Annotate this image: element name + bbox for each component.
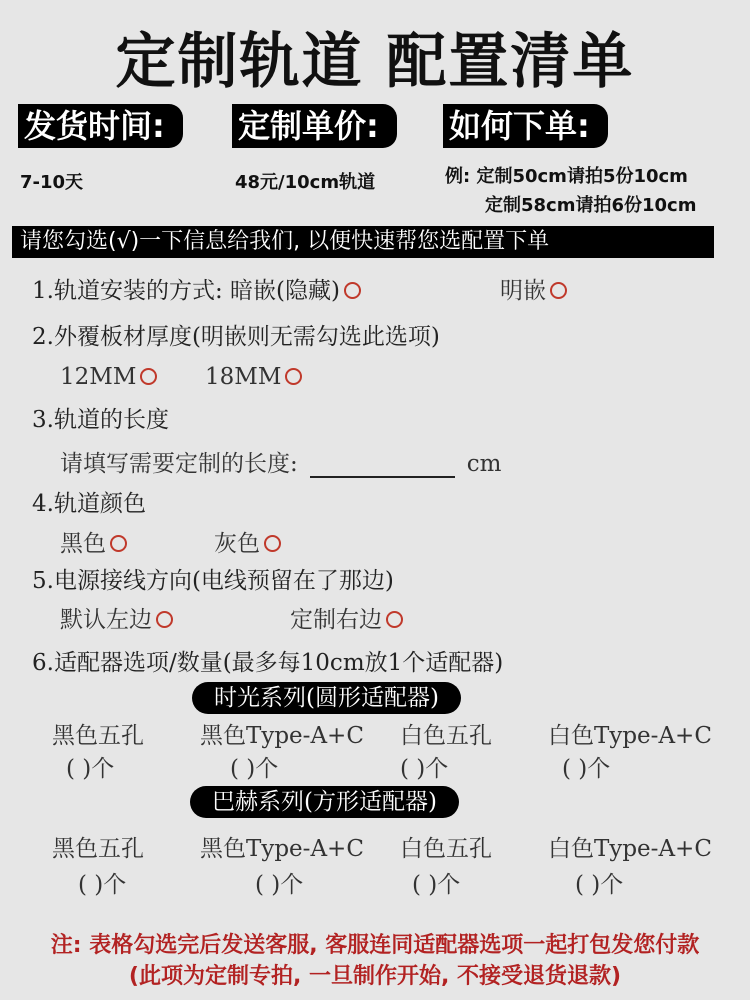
radio-circle-icon[interactable] [386, 611, 403, 628]
unit-price-label: 定制单价: [232, 104, 397, 148]
question-install-method [32, 272, 361, 305]
option-label: 暗嵌(隐藏) [230, 278, 340, 304]
question-track-color: 4.轨道颜色 [32, 491, 146, 517]
option-label: 明嵌 [500, 278, 546, 304]
quantity-field[interactable]: ( )个 [575, 872, 624, 898]
length-input[interactable] [310, 460, 455, 478]
order-example-1: 例: 定制50cm请拍5份10cm [445, 166, 688, 187]
option-label: 定制右边 [290, 607, 382, 633]
adapter-item: 白色Type-A+C [548, 836, 712, 862]
unit-price-value: 48元/10cm轨道 [235, 172, 376, 193]
radio-circle-icon[interactable] [110, 535, 127, 552]
series-round-adapter-title: 时光系列(圆形适配器) [192, 682, 461, 714]
option-label: 默认左边 [60, 607, 152, 633]
length-field-row [60, 445, 501, 478]
note-line-1: 注: 表格勾选完后发送客服, 客服连同适配器选项一起打包发您付款 [50, 933, 700, 958]
question-power-direction: 5.电源接线方向(电线预留在了那边) [32, 568, 394, 594]
page-title: 定制轨道 配置清单 [115, 27, 635, 97]
length-prompt: 请填写需要定制的长度: [60, 451, 298, 477]
adapter-item: 白色五孔 [400, 723, 492, 749]
quantity-field[interactable]: ( )个 [255, 872, 304, 898]
option-18mm[interactable] [205, 364, 302, 390]
adapter-item: 黑色五孔 [52, 836, 144, 862]
option-label: 12MM [60, 364, 137, 390]
radio-circle-icon[interactable] [140, 368, 157, 385]
quantity-field[interactable]: ( )个 [66, 756, 115, 782]
quantity-field[interactable]: ( )个 [78, 872, 127, 898]
adapter-item: 黑色五孔 [52, 723, 144, 749]
option-default-left[interactable] [60, 601, 173, 634]
note-line-2: (此项为定制专拍, 一旦制作开始, 不接受退货退款) [128, 964, 622, 989]
instruction-banner: 请您勾选(√)一下信息给我们, 以便快速帮您选配置下单 [12, 226, 714, 258]
option-custom-right[interactable] [290, 601, 403, 634]
quantity-field[interactable]: ( )个 [230, 756, 279, 782]
order-example-2: 定制58cm请拍6份10cm [485, 195, 697, 216]
radio-circle-icon[interactable] [285, 368, 302, 385]
option-exposed[interactable] [500, 272, 567, 305]
adapter-item: 黑色Type-A+C [200, 723, 364, 749]
quantity-field[interactable]: ( )个 [562, 756, 611, 782]
radio-circle-icon[interactable] [550, 282, 567, 299]
question-adapter-options: 6.适配器选项/数量(最多每10cm放1个适配器) [32, 650, 504, 676]
option-black[interactable] [60, 525, 127, 558]
option-label: 18MM [205, 364, 282, 390]
option-label: 灰色 [214, 531, 260, 557]
how-to-order-label: 如何下单: [443, 104, 608, 148]
adapter-item: 黑色Type-A+C [200, 836, 364, 862]
question-text: 1.轨道安装的方式: [32, 278, 223, 304]
ship-time-label: 发货时间: [18, 104, 183, 148]
series-square-adapter-title: 巴赫系列(方形适配器) [190, 786, 459, 818]
question-track-length: 3.轨道的长度 [32, 407, 169, 433]
question-board-thickness: 2.外覆板材厚度(明嵌则无需勾选此选项) [32, 324, 440, 350]
ship-time-value: 7-10天 [20, 172, 84, 193]
option-gray[interactable] [214, 525, 281, 558]
quantity-field[interactable]: ( )个 [400, 756, 449, 782]
radio-circle-icon[interactable] [344, 282, 361, 299]
option-12mm[interactable] [60, 364, 157, 390]
option-label: 黑色 [60, 531, 106, 557]
radio-circle-icon[interactable] [264, 535, 281, 552]
adapter-item: 白色Type-A+C [548, 723, 712, 749]
length-unit: cm [466, 451, 502, 477]
quantity-field[interactable]: ( )个 [412, 872, 461, 898]
option-hidden[interactable] [230, 278, 361, 304]
adapter-item: 白色五孔 [400, 836, 492, 862]
radio-circle-icon[interactable] [156, 611, 173, 628]
